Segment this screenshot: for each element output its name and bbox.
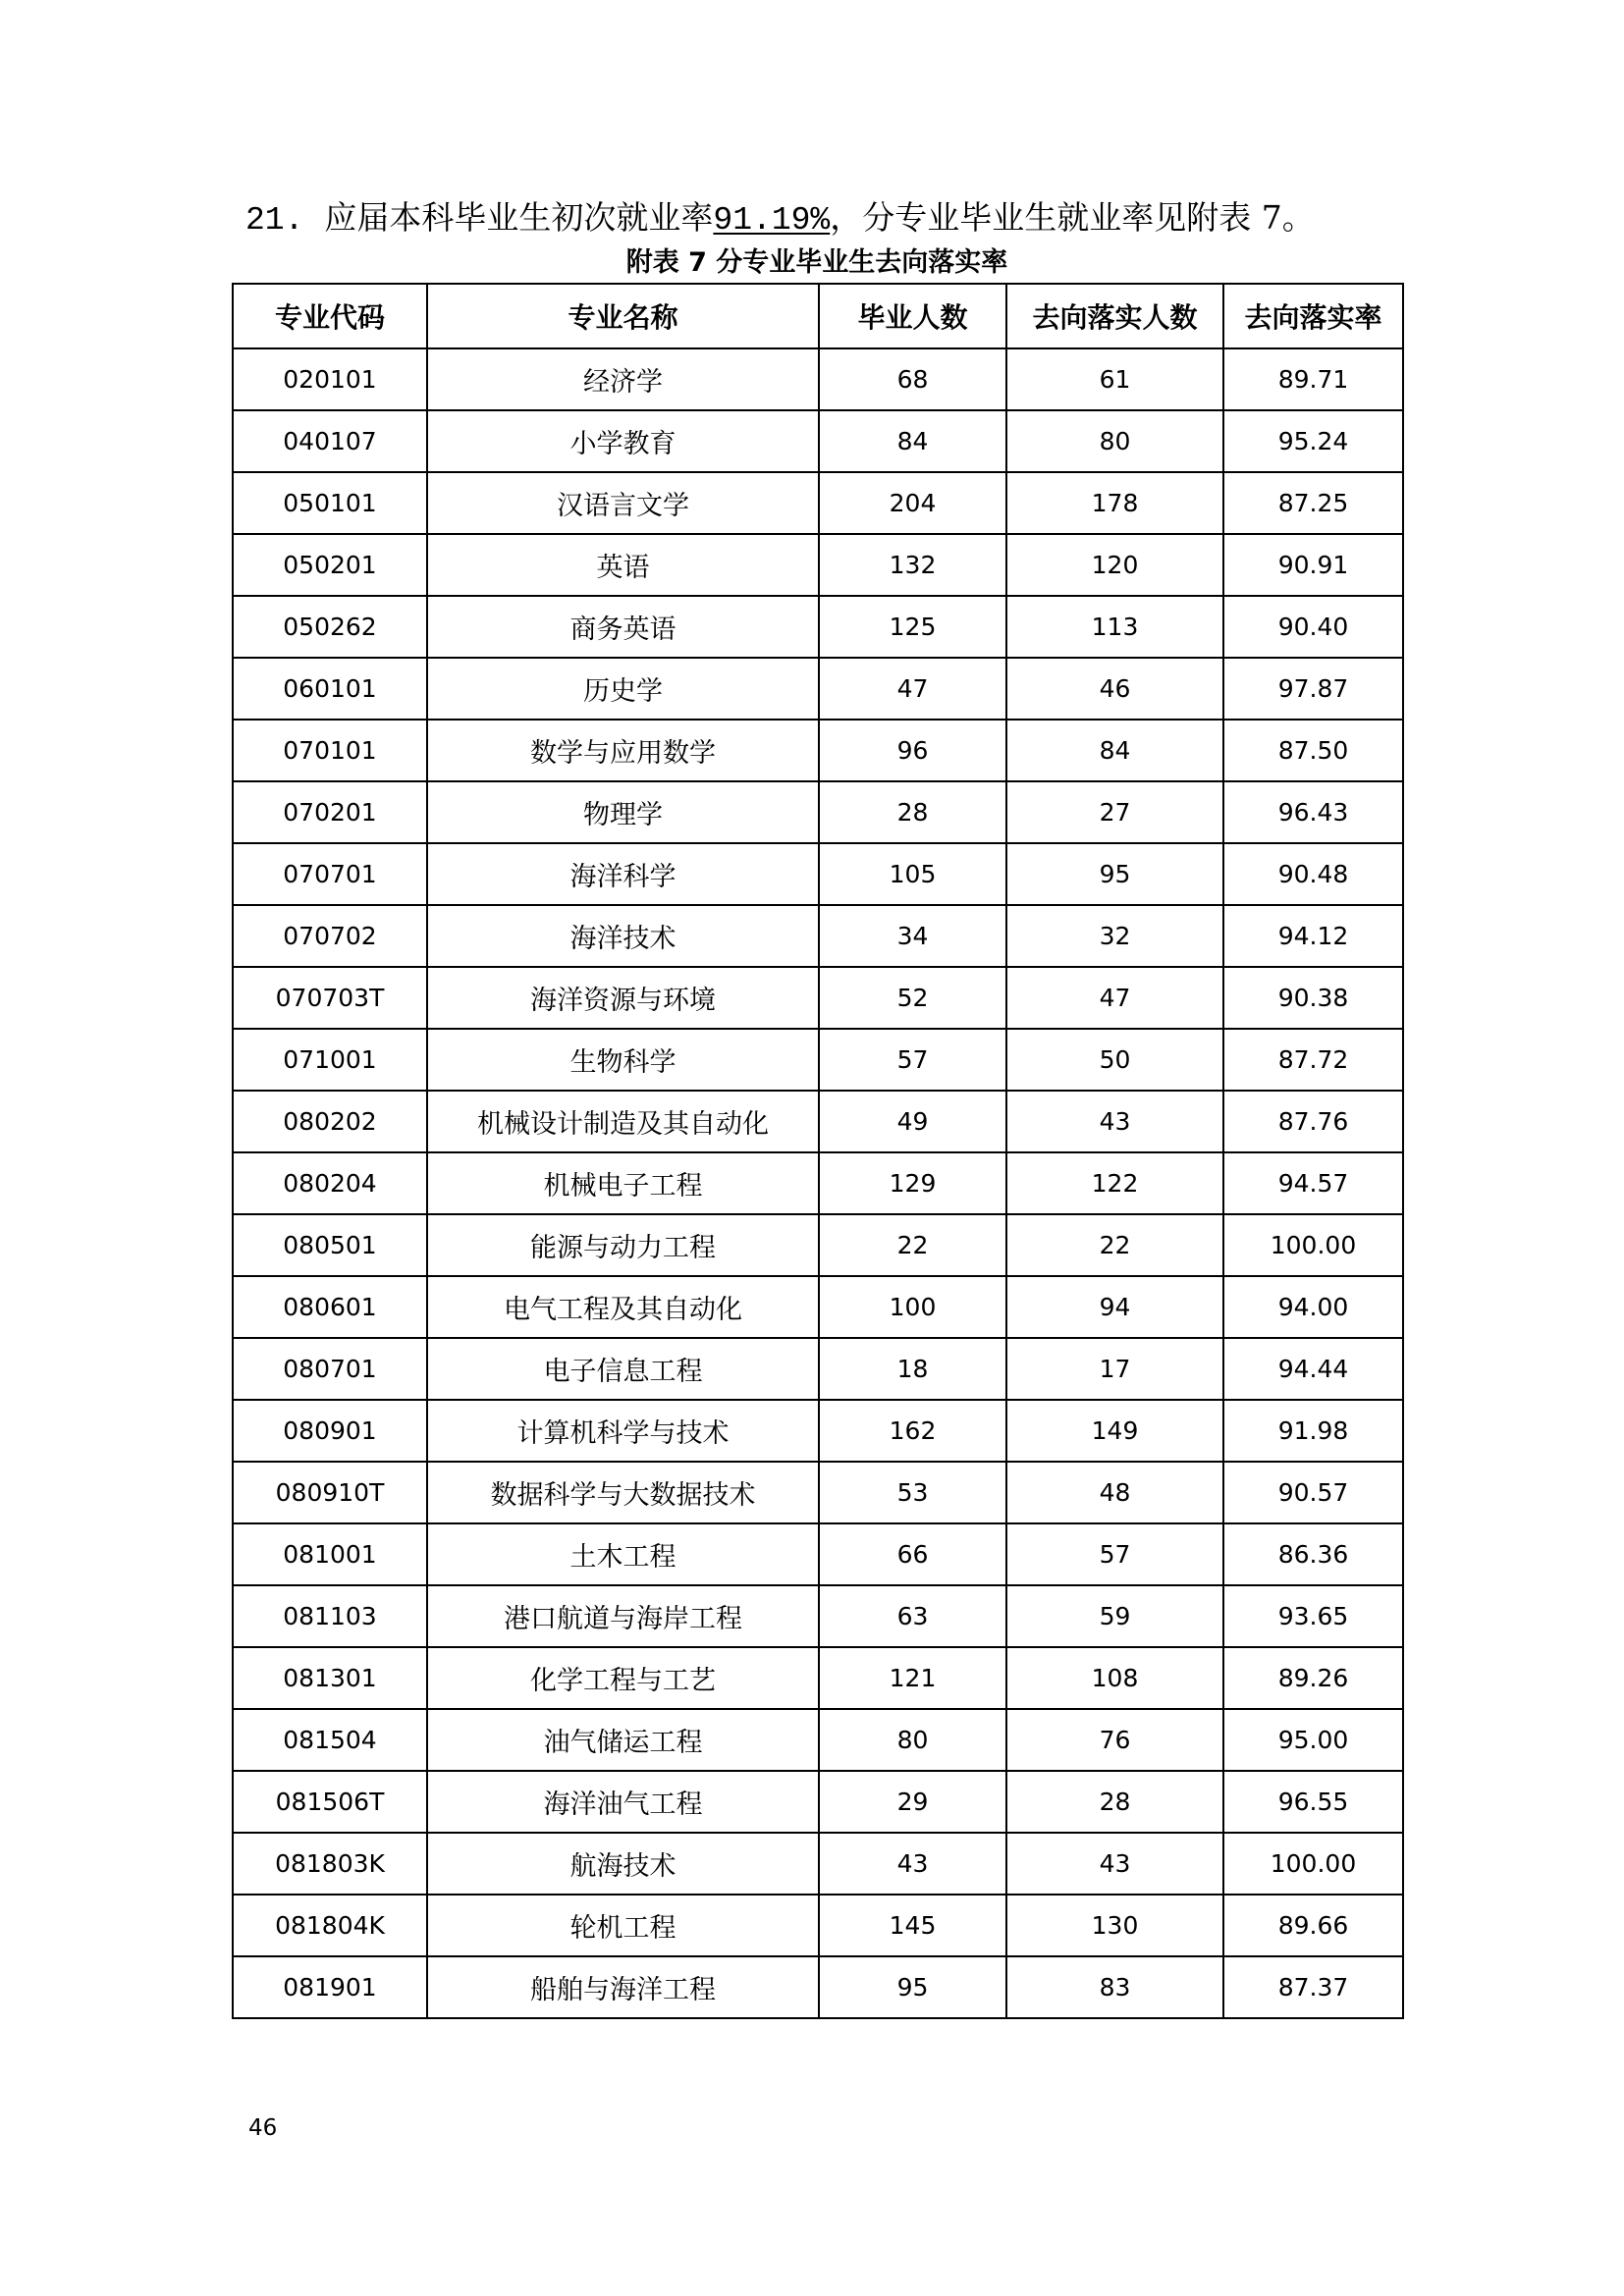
cell-placed: 59 (1006, 1585, 1223, 1647)
cell-placement-rate: 89.26 (1223, 1647, 1403, 1709)
cell-placement-rate: 90.57 (1223, 1462, 1403, 1523)
header-placement-rate: 去向落实率 (1223, 284, 1403, 348)
cell-major-code: 060101 (233, 658, 427, 720)
cell-placed: 178 (1006, 472, 1223, 534)
cell-major-name: 物理学 (427, 781, 819, 843)
cell-placed: 22 (1006, 1214, 1223, 1276)
table-row (233, 720, 1403, 781)
cell-major-name: 数学与应用数学 (427, 720, 819, 781)
cell-major-name: 数据科学与大数据技术 (427, 1462, 819, 1523)
cell-major-code: 081506T (233, 1771, 427, 1833)
cell-placed: 120 (1006, 534, 1223, 596)
cell-graduates: 47 (819, 658, 1006, 720)
table-row (233, 348, 1403, 410)
table-row (233, 1338, 1403, 1400)
cell-graduates: 29 (819, 1771, 1006, 1833)
table-row (233, 1400, 1403, 1462)
cell-major-name: 海洋科学 (427, 843, 819, 905)
cell-graduates: 49 (819, 1091, 1006, 1152)
cell-placement-rate: 87.37 (1223, 1956, 1403, 2018)
cell-placement-rate: 90.38 (1223, 967, 1403, 1029)
table-row (233, 1029, 1403, 1091)
cell-graduates: 132 (819, 534, 1006, 596)
cell-major-name: 英语 (427, 534, 819, 596)
cell-major-code: 070702 (233, 905, 427, 967)
cell-placed: 43 (1006, 1833, 1223, 1895)
cell-placement-rate: 89.66 (1223, 1895, 1403, 1956)
cell-major-name: 商务英语 (427, 596, 819, 658)
cell-placement-rate: 96.55 (1223, 1771, 1403, 1833)
cell-major-name: 生物科学 (427, 1029, 819, 1091)
cell-graduates: 80 (819, 1709, 1006, 1771)
cell-major-code: 080901 (233, 1400, 427, 1462)
table-row (233, 1585, 1403, 1647)
cell-placement-rate: 100.00 (1223, 1214, 1403, 1276)
cell-placement-rate: 97.87 (1223, 658, 1403, 720)
table-row (233, 1833, 1403, 1895)
cell-major-code: 080204 (233, 1152, 427, 1214)
table-row (233, 410, 1403, 472)
cell-placement-rate: 87.72 (1223, 1029, 1403, 1091)
cell-graduates: 95 (819, 1956, 1006, 2018)
cell-major-name: 航海技术 (427, 1833, 819, 1895)
cell-placed: 130 (1006, 1895, 1223, 1956)
cell-placed: 57 (1006, 1523, 1223, 1585)
page-number: 46 (248, 2115, 278, 2141)
cell-placement-rate: 90.40 (1223, 596, 1403, 658)
table-row (233, 1647, 1403, 1709)
cell-major-name: 机械设计制造及其自动化 (427, 1091, 819, 1152)
cell-major-code: 050101 (233, 472, 427, 534)
cell-placement-rate: 91.98 (1223, 1400, 1403, 1462)
cell-placed: 149 (1006, 1400, 1223, 1462)
heading-number: 21. (245, 202, 304, 239)
cell-major-name: 海洋技术 (427, 905, 819, 967)
cell-placed: 83 (1006, 1956, 1223, 2018)
cell-placement-rate: 86.36 (1223, 1523, 1403, 1585)
cell-major-code: 081103 (233, 1585, 427, 1647)
cell-placement-rate: 100.00 (1223, 1833, 1403, 1895)
cell-graduates: 63 (819, 1585, 1006, 1647)
cell-placement-rate: 93.65 (1223, 1585, 1403, 1647)
cell-major-code: 080202 (233, 1091, 427, 1152)
cell-graduates: 129 (819, 1152, 1006, 1214)
cell-major-name: 油气储运工程 (427, 1709, 819, 1771)
table-row (233, 472, 1403, 534)
cell-major-code: 081803K (233, 1833, 427, 1895)
cell-placement-rate: 89.71 (1223, 348, 1403, 410)
cell-graduates: 204 (819, 472, 1006, 534)
heading-prefix: 应届本科毕业生初次就业率 (324, 198, 714, 237)
table-row (233, 1276, 1403, 1338)
cell-placed: 46 (1006, 658, 1223, 720)
table-row (233, 596, 1403, 658)
table-row (233, 1956, 1403, 2018)
cell-major-code: 040107 (233, 410, 427, 472)
cell-major-name: 汉语言文学 (427, 472, 819, 534)
cell-major-code: 050201 (233, 534, 427, 596)
cell-placement-rate: 95.24 (1223, 410, 1403, 472)
table-body (233, 348, 1403, 2018)
cell-graduates: 84 (819, 410, 1006, 472)
cell-major-code: 070703T (233, 967, 427, 1029)
table-row (233, 967, 1403, 1029)
cell-graduates: 145 (819, 1895, 1006, 1956)
cell-major-name: 港口航道与海岸工程 (427, 1585, 819, 1647)
table-caption: 附表 7 分专业毕业生去向落实率 (625, 247, 1008, 278)
cell-placement-rate: 90.48 (1223, 843, 1403, 905)
cell-placement-rate: 94.12 (1223, 905, 1403, 967)
cell-major-code: 080910T (233, 1462, 427, 1523)
cell-graduates: 121 (819, 1647, 1006, 1709)
table-row (233, 1214, 1403, 1276)
cell-major-name: 电气工程及其自动化 (427, 1276, 819, 1338)
cell-placed: 80 (1006, 410, 1223, 472)
cell-placement-rate: 87.50 (1223, 720, 1403, 781)
cell-graduates: 66 (819, 1523, 1006, 1585)
cell-major-code: 080701 (233, 1338, 427, 1400)
table-header-row (233, 284, 1403, 348)
table-row (233, 905, 1403, 967)
cell-placed: 47 (1006, 967, 1223, 1029)
cell-graduates: 57 (819, 1029, 1006, 1091)
cell-major-code: 081504 (233, 1709, 427, 1771)
cell-placement-rate: 94.00 (1223, 1276, 1403, 1338)
cell-major-name: 船舶与海洋工程 (427, 1956, 819, 2018)
cell-major-name: 轮机工程 (427, 1895, 819, 1956)
cell-graduates: 34 (819, 905, 1006, 967)
cell-placement-rate: 95.00 (1223, 1709, 1403, 1771)
cell-major-name: 能源与动力工程 (427, 1214, 819, 1276)
table-row (233, 1523, 1403, 1585)
section-heading (245, 194, 1315, 244)
table-row (233, 1895, 1403, 1956)
cell-placed: 27 (1006, 781, 1223, 843)
cell-major-name: 计算机科学与技术 (427, 1400, 819, 1462)
cell-graduates: 125 (819, 596, 1006, 658)
cell-placed: 43 (1006, 1091, 1223, 1152)
cell-major-code: 070701 (233, 843, 427, 905)
cell-graduates: 22 (819, 1214, 1006, 1276)
cell-graduates: 68 (819, 348, 1006, 410)
cell-major-code: 070101 (233, 720, 427, 781)
cell-placed: 94 (1006, 1276, 1223, 1338)
cell-major-name: 土木工程 (427, 1523, 819, 1585)
cell-major-name: 化学工程与工艺 (427, 1647, 819, 1709)
cell-placed: 61 (1006, 348, 1223, 410)
cell-placement-rate: 94.57 (1223, 1152, 1403, 1214)
table-row (233, 1152, 1403, 1214)
cell-placed: 50 (1006, 1029, 1223, 1091)
table-row (233, 781, 1403, 843)
table-row (233, 534, 1403, 596)
cell-placement-rate: 94.44 (1223, 1338, 1403, 1400)
table-row (233, 1091, 1403, 1152)
cell-major-code: 080501 (233, 1214, 427, 1276)
cell-placed: 17 (1006, 1338, 1223, 1400)
cell-major-code: 081001 (233, 1523, 427, 1585)
cell-placed: 84 (1006, 720, 1223, 781)
cell-graduates: 28 (819, 781, 1006, 843)
employment-table (232, 283, 1404, 2019)
cell-placed: 95 (1006, 843, 1223, 905)
header-graduates: 毕业人数 (819, 284, 1006, 348)
cell-graduates: 43 (819, 1833, 1006, 1895)
table-row (233, 658, 1403, 720)
cell-major-name: 电子信息工程 (427, 1338, 819, 1400)
cell-major-code: 071001 (233, 1029, 427, 1091)
cell-major-code: 020101 (233, 348, 427, 410)
cell-major-name: 经济学 (427, 348, 819, 410)
table-row (233, 1709, 1403, 1771)
cell-major-name: 小学教育 (427, 410, 819, 472)
cell-major-code: 081301 (233, 1647, 427, 1709)
cell-placed: 48 (1006, 1462, 1223, 1523)
cell-major-code: 080601 (233, 1276, 427, 1338)
cell-major-name: 海洋油气工程 (427, 1771, 819, 1833)
cell-placed: 108 (1006, 1647, 1223, 1709)
header-placed: 去向落实人数 (1006, 284, 1223, 348)
cell-placement-rate: 90.91 (1223, 534, 1403, 596)
cell-major-name: 海洋资源与环境 (427, 967, 819, 1029)
header-major-name: 专业名称 (427, 284, 819, 348)
cell-placed: 113 (1006, 596, 1223, 658)
cell-major-code: 081804K (233, 1895, 427, 1956)
cell-placement-rate: 87.76 (1223, 1091, 1403, 1152)
table-row (233, 1462, 1403, 1523)
cell-placed: 28 (1006, 1771, 1223, 1833)
cell-major-name: 机械电子工程 (427, 1152, 819, 1214)
cell-placed: 32 (1006, 905, 1223, 967)
cell-major-code: 070201 (233, 781, 427, 843)
cell-graduates: 105 (819, 843, 1006, 905)
cell-placed: 76 (1006, 1709, 1223, 1771)
heading-suffix: ，分专业毕业生就业率见附表 7。 (830, 198, 1315, 237)
cell-placed: 122 (1006, 1152, 1223, 1214)
cell-major-code: 081901 (233, 1956, 427, 2018)
cell-graduates: 162 (819, 1400, 1006, 1462)
cell-graduates: 53 (819, 1462, 1006, 1523)
cell-graduates: 18 (819, 1338, 1006, 1400)
cell-placement-rate: 96.43 (1223, 781, 1403, 843)
header-major-code: 专业代码 (233, 284, 427, 348)
cell-graduates: 52 (819, 967, 1006, 1029)
cell-major-name: 历史学 (427, 658, 819, 720)
table-row (233, 1771, 1403, 1833)
cell-major-code: 050262 (233, 596, 427, 658)
cell-graduates: 100 (819, 1276, 1006, 1338)
cell-graduates: 96 (819, 720, 1006, 781)
table-row (233, 843, 1403, 905)
employment-rate: 91.19% (713, 202, 831, 239)
cell-placement-rate: 87.25 (1223, 472, 1403, 534)
